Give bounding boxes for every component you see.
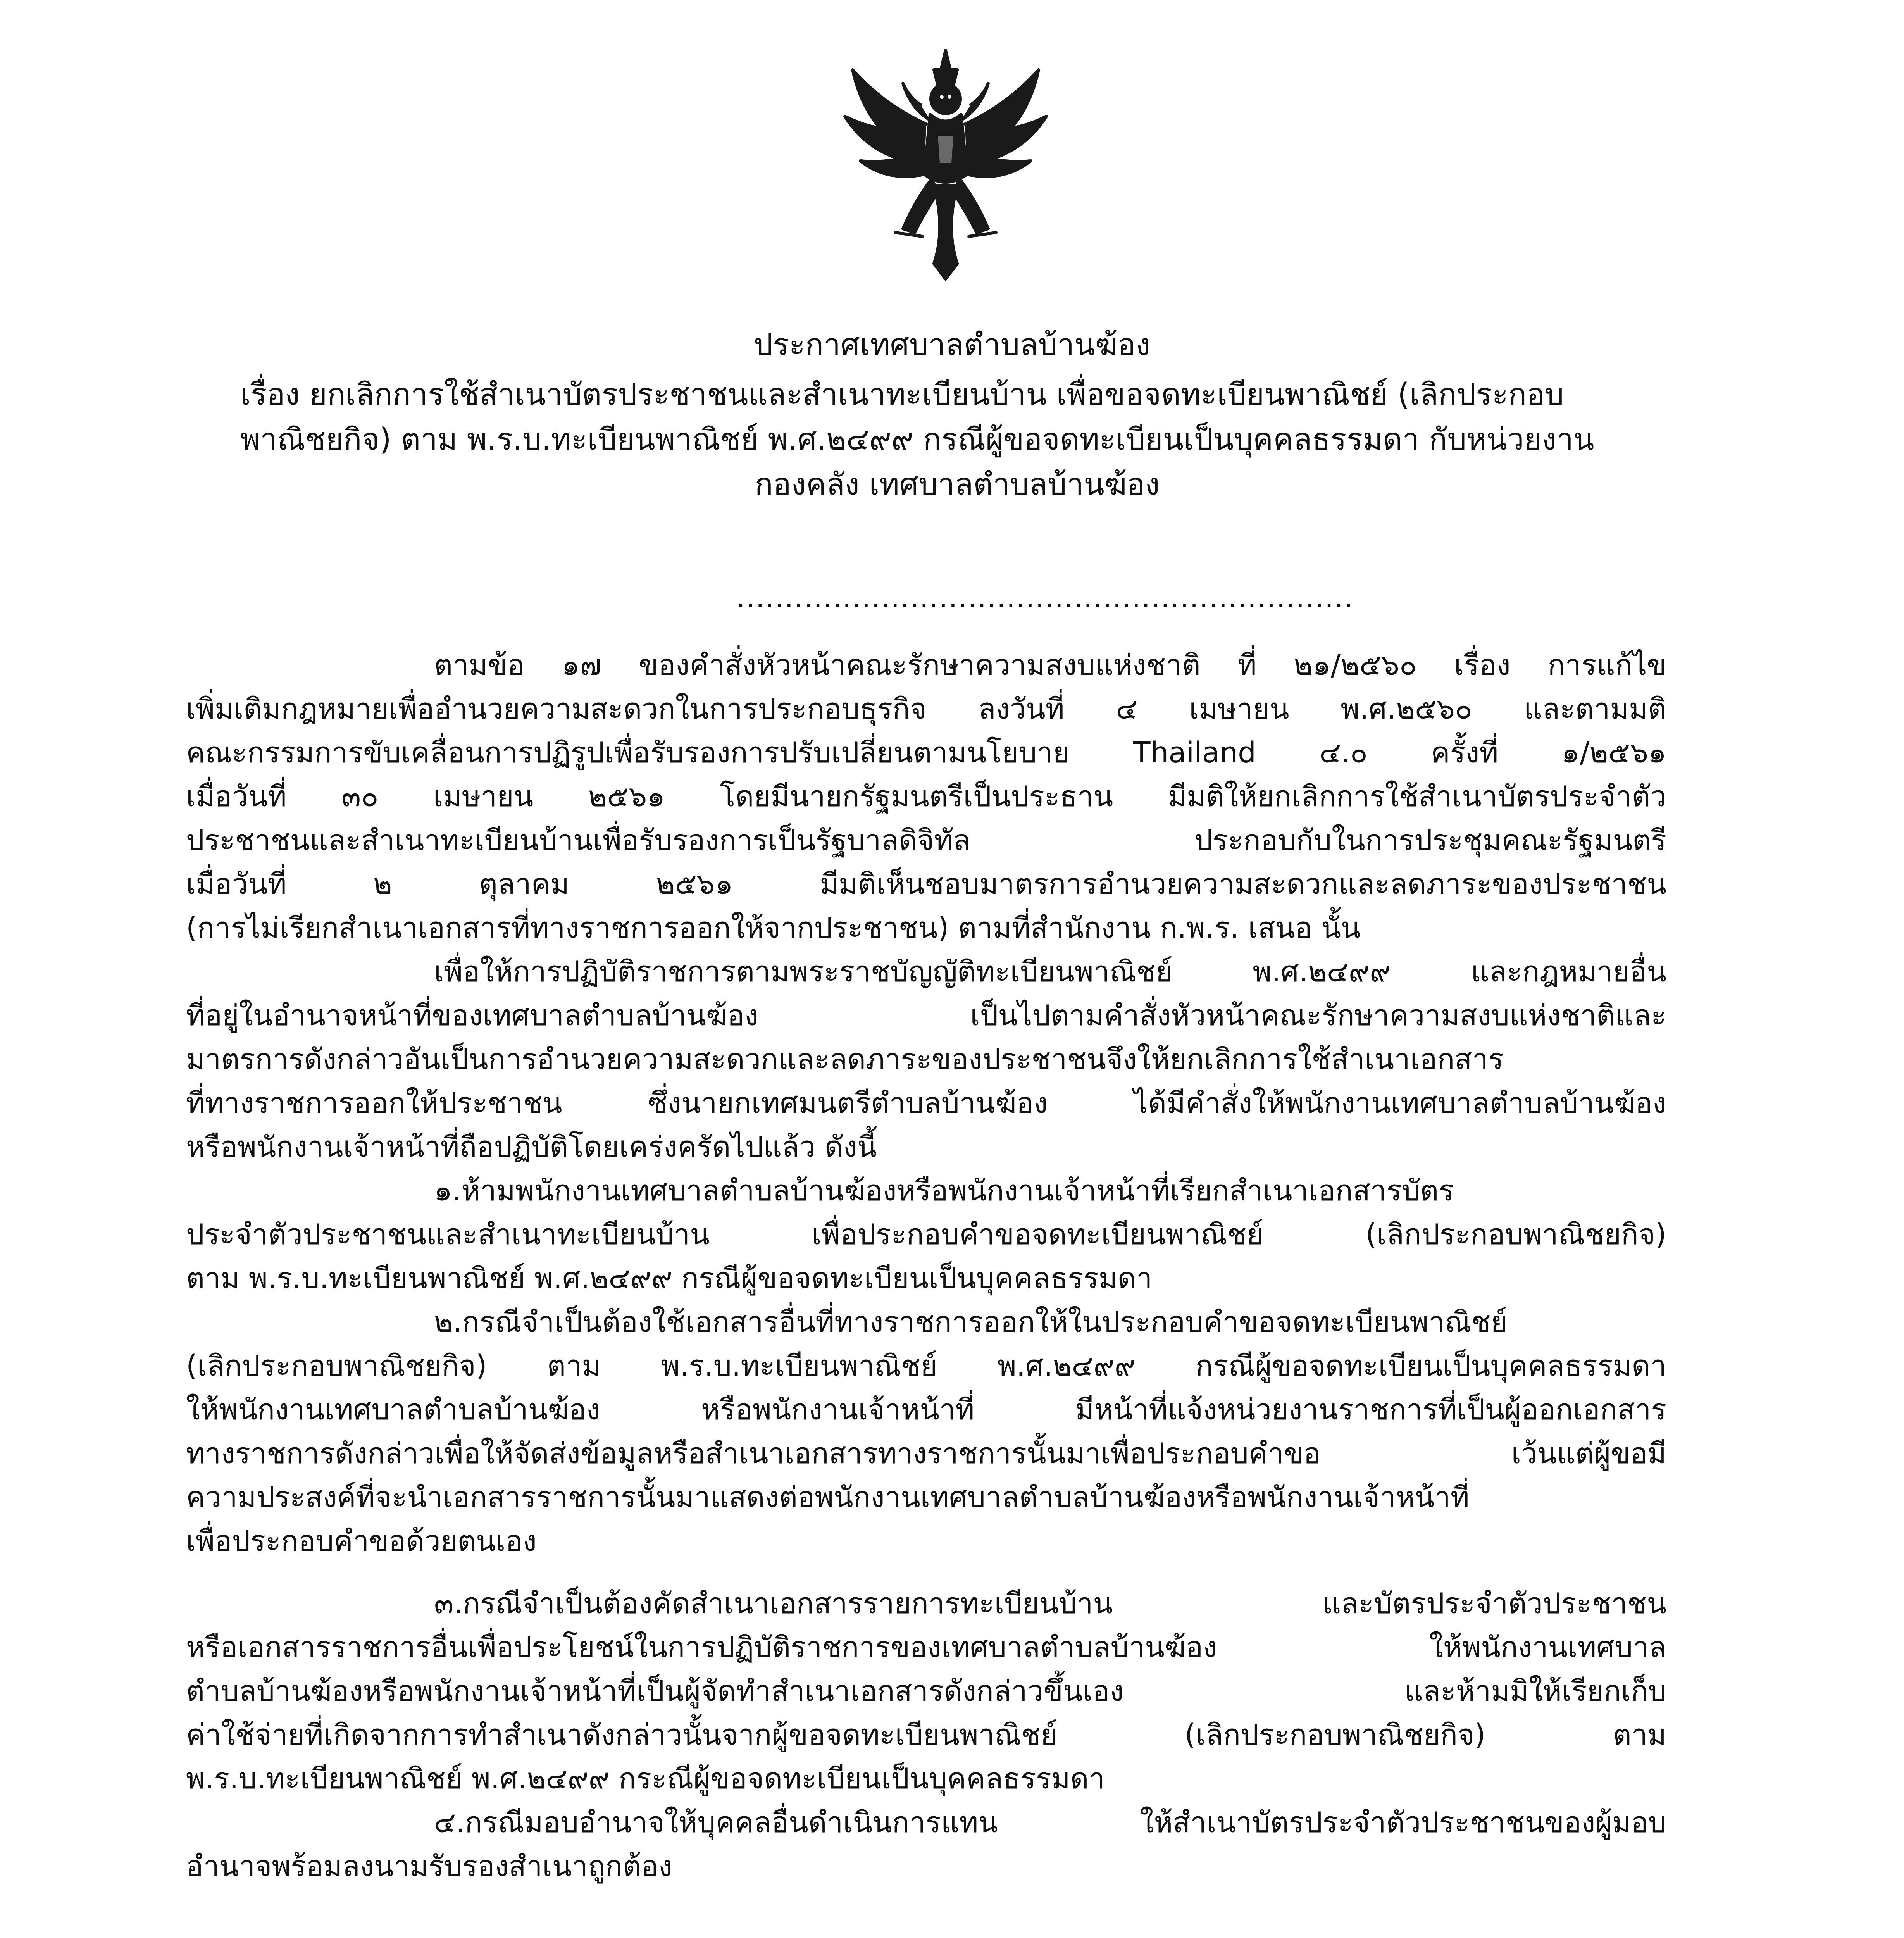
body-line: (การไม่เรียกสำเนาเอกสารที่ทางราชการออกให้จากประชาชน) ตามที่สำนักงาน ก.พ.ร. เสนอ นั้น [186,911,1361,945]
body-line: ให้พนักงานเทศบาลตำบลบ้านฆ้อง หรือพนักงานเจ้าหน้าที่ มีหน้าที่แจ้งหน่วยงานราชการที่เป็นผู้ออกเอกสาร [186,1393,1666,1426]
subject-line: พาณิชยกิจ) ตาม พ.ร.บ.ทะเบียนพาณิชย์ พ.ศ.๒๔๙๙ กรณีผู้ขอจดทะเบียนเป็นบุคคลธรรมดา กับหน่วยงาน [240,422,1594,457]
body-line: ค่าใช้จ่ายที่เกิดจากการทำสำเนาดังกล่าวนั้นจากผู้ขอจดทะเบียนพาณิชย์ (เลิกประกอบพาณิชยกิจ) ตาม [186,1718,1666,1752]
body-line: ๓.กรณีจำเป็นต้องคัดสำเนาเอกสารรายการทะเบียนบ้าน และบัตรประจำตัวประชาชน [434,1587,1666,1620]
body-line: ประจำตัวประชาชนและสำเนาทะเบียนบ้าน เพื่อประกอบคำขอจดทะเบียนพาณิชย์ (เลิกประกอบพาณิชยกิจ) [186,1218,1666,1251]
body-line: ๑.ห้ามพนักงานเทศบาลตำบลบ้านฆ้องหรือพนักงานเจ้าหน้าที่เรียกสำเนาเอกสารบัตร [434,1174,1454,1207]
item-1 [186,1169,1666,1300]
body-line: (เลิกประกอบพาณิชยกิจ) ตาม พ.ร.บ.ทะเบียนพาณิชย์ พ.ศ.๒๔๙๙ กรณีผู้ขอจดทะเบียนเป็นบุคคลธรรมดา [186,1349,1666,1383]
divider-dots: ................................................................ [736,581,1354,614]
body-line: พ.ร.บ.ทะเบียนพาณิชย์ พ.ศ.๒๔๙๙ กระณีผู้ขอจดทะเบียนเป็นบุคคลธรรมดา [186,1762,1105,1795]
subject-line: กองคลัง เทศบาลตำบลบ้านฆ้อง [755,467,1160,502]
body-line: ประชาชนและสำเนาทะเบียนบ้านเพื่อรับรองการเป็นรัฐบาลดิจิทัล ประกอบกับในการประชุมคณะรัฐมนตรี [186,824,1666,857]
subject-block [240,372,1674,507]
body-line: ตาม พ.ร.บ.ทะเบียนพาณิชย์ พ.ศ.๒๔๙๙ กรณีผู้ขอจดทะเบียนเป็นบุคคลธรรมดา [186,1262,1153,1295]
body-line: เพิ่มเติมกฎหมายเพื่ออำนวยความสะดวกในการประกอบธุรกิจ ลงวันที่ ๔ เมษายน พ.ศ.๒๕๖๐ และตามมติ [186,692,1667,726]
body-line: เพื่อประกอบคำขอด้วยตนเอง [186,1524,537,1558]
body-line: เมื่อวันที่ ๒ ตุลาคม ๒๕๖๑ มีมติเห็นชอบมาตรการอำนวยความสะดวกและลดภาระของประชาชน [186,867,1666,901]
body-line: ที่อยู่ในอำนาจหน้าที่ของเทศบาลตำบลบ้านฆ้อง เป็นไปตามคำสั่งหัวหน้าคณะรักษาความสงบแห่งชาติและ [186,999,1666,1032]
body-line: หรือเอกสารราชการอื่นเพื่อประโยชน์ในการปฏิบัติราชการของเทศบาลตำบลบ้านฆ้อง ให้พนักงานเทศบาล [186,1631,1666,1664]
body-line: ที่ทางราชการออกให้ประชาชน ซึ่งนายกเทศมนตรีตำบลบ้านฆ้อง ได้มีคำสั่งให้พนักงานเทศบาลตำบลบ้านฆ้อง [186,1086,1666,1120]
announcement-title: ประกาศเทศบาลตำบลบ้านฆ้อง [753,328,1151,362]
body-line: เมื่อวันที่ ๓๐ เมษายน ๒๕๖๑ โดยมีนายกรัฐมนตรีเป็นประธาน มีมติให้ยกเลิกการใช้สำเนาบัตรประจำตัว [186,780,1666,813]
body-line: ตำบลบ้านฆ้องหรือพนักงานเจ้าหน้าที่เป็นผู้จัดทำสำเนาเอกสารดังกล่าวขึ้นเอง และห้ามมิให้เรียกเก็บ [186,1674,1666,1708]
body-line: อำนาจพร้อมลงนามรับรองสำเนาถูกต้อง [186,1850,673,1883]
item-4 [186,1801,1666,1888]
body-line: ๔.กรณีมอบอำนาจให้บุคคลอื่นดำเนินการแทน ให้สำเนาบัตรประจำตัวประชาชนของผู้มอบ [434,1806,1666,1839]
subject-line: เรื่อง ยกเลิกการใช้สำเนาบัตรประชาชนและสำเนาทะเบียนบ้าน เพื่อขอจดทะเบียนพาณิชย์ (เลิกประกอบ [240,377,1564,412]
paragraph-2 [186,950,1666,1169]
body-line: หรือพนักงานเจ้าหน้าที่ถือปฏิบัติโดยเคร่งครัดไปแล้ว ดังนี้ [186,1130,877,1164]
body-line: ความประสงค์ที่จะนำเอกสารราชการนั้นมาแสดงต่อพนักงานเทศบาลตำบลบ้านฆ้องหรือพนักงานเจ้าหน้าที่ [186,1481,1470,1514]
body-line: มาตรการดังกล่าวอันเป็นการอำนวยความสะดวกและลดภาระของประชาชนจึงให้ยกเลิกการใช้สำเนาเอกสาร [186,1043,1504,1076]
body-line: ๒.กรณีจำเป็นต้องใช้เอกสารอื่นที่ทางราชการออกให้ในประกอบคำขอจดทะเบียนพาณิชย์ [434,1305,1508,1339]
paragraph-1 [186,643,1666,950]
announcement-body [186,643,1666,1888]
body-line: คณะกรรมการขับเคลื่อนการปฏิรูปเพื่อรับรองการปรับเปลี่ยนตามนโยบาย Thailand ๔.๐ ครั้งที่ ๑/๒๕๖๑ [186,736,1666,769]
garuda-emblem-icon [837,47,1054,287]
body-line: เพื่อให้การปฏิบัติราชการตามพระราชบัญญัติทะเบียนพาณิชย์ พ.ศ.๒๔๙๙ และกฎหมายอื่น [434,955,1666,988]
item-2 [186,1300,1666,1563]
body-line: ทางราชการดังกล่าวเพื่อให้จัดส่งข้อมูลหรือสำเนาเอกสารทางราชการนั้นมาเพื่อประกอบคำขอ เว้นแต่ผู้ขอมี [186,1437,1666,1470]
body-line: ตามข้อ ๑๗ ของคำสั่งหัวหน้าคณะรักษาความสงบแห่งชาติ ที่ ๒๑/๒๕๖๐ เรื่อง การแก้ไข [434,648,1666,682]
item-3 [186,1582,1666,1801]
